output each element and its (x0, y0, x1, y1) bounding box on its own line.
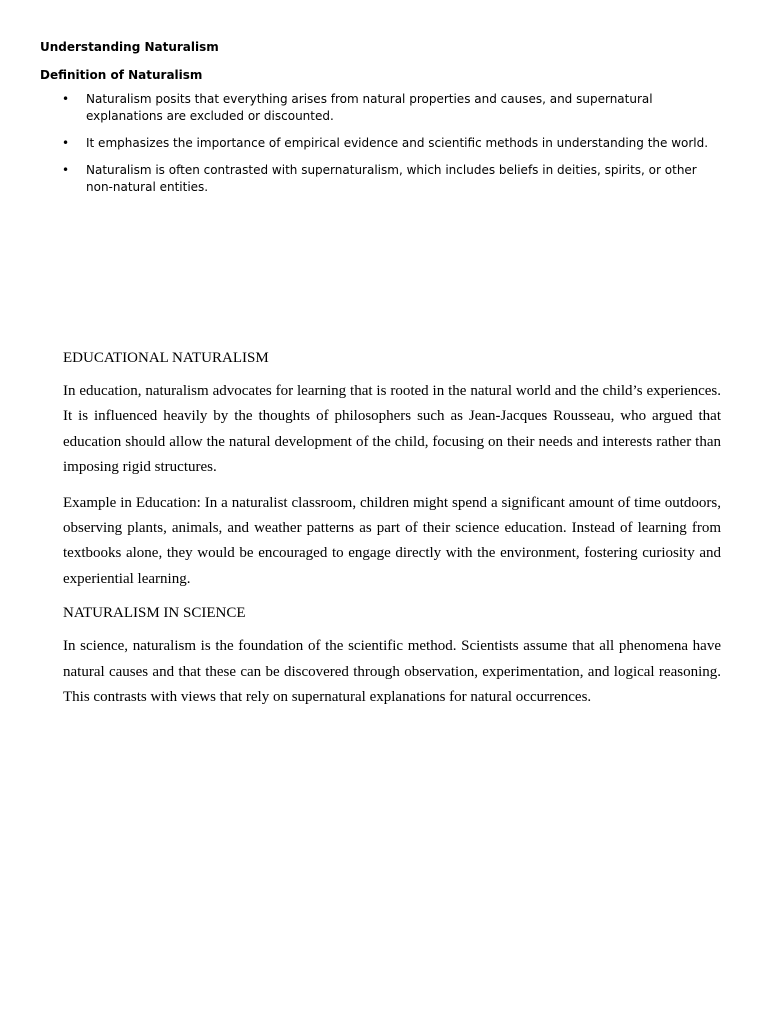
bullet-text: Naturalism is often contrasted with supernaturalism, which includes beliefs in deities, spirits, or other non-natural entities. (86, 163, 697, 194)
document-title: Understanding Naturalism (40, 40, 219, 54)
body-section (63, 347, 721, 720)
bullet-text: Naturalism posits that everything arises from natural properties and causes, and supernatural explanations are excluded or discounted. (86, 92, 653, 123)
definition-heading: Definition of Naturalism (40, 68, 203, 82)
bullet-item (40, 162, 724, 196)
naturalism-in-science-heading: NATURALISM IN SCIENCE (63, 605, 246, 622)
bullet-text: It emphasizes the importance of empirical evidence and scientific methods in understanding the world. (86, 136, 709, 150)
example-paragraph: Example in Education: In a naturalist classroom, children might spend a significant amount of time outdoors, observing plants, animals, and weather patterns as part of their science education. Instead of learning from textbooks alone, they would be encouraged to engage directly with the environment, fostering curiosity and experiential learning. (63, 494, 721, 587)
educational-paragraph: In education, naturalism advocates for learning that is rooted in the natural world and the child’s experiences. It is influenced heavily by the thoughts of philosophers such as Jean-Jacques Rousseau, who argued that education should allow the natural development of the child, focusing on their needs and interests rather than imposing rigid structures. (63, 383, 721, 476)
bullet-icon: • (62, 136, 70, 150)
bullet-icon: • (62, 92, 70, 106)
bullet-item (40, 91, 724, 125)
educational-naturalism-heading: EDUCATIONAL NATURALISM (63, 350, 269, 366)
definition-section (40, 38, 724, 206)
bullet-item (40, 135, 724, 152)
definition-bullet-list (40, 91, 724, 196)
bullet-icon: • (62, 163, 70, 177)
science-paragraph: In science, naturalism is the foundation of the scientific method. Scientists assume that all phenomena have natural causes and that these can be discovered through observation, experimentation, and logical reasoning. This contrasts with views that rely on supernatural explanations for natural occurrences. (63, 638, 721, 706)
